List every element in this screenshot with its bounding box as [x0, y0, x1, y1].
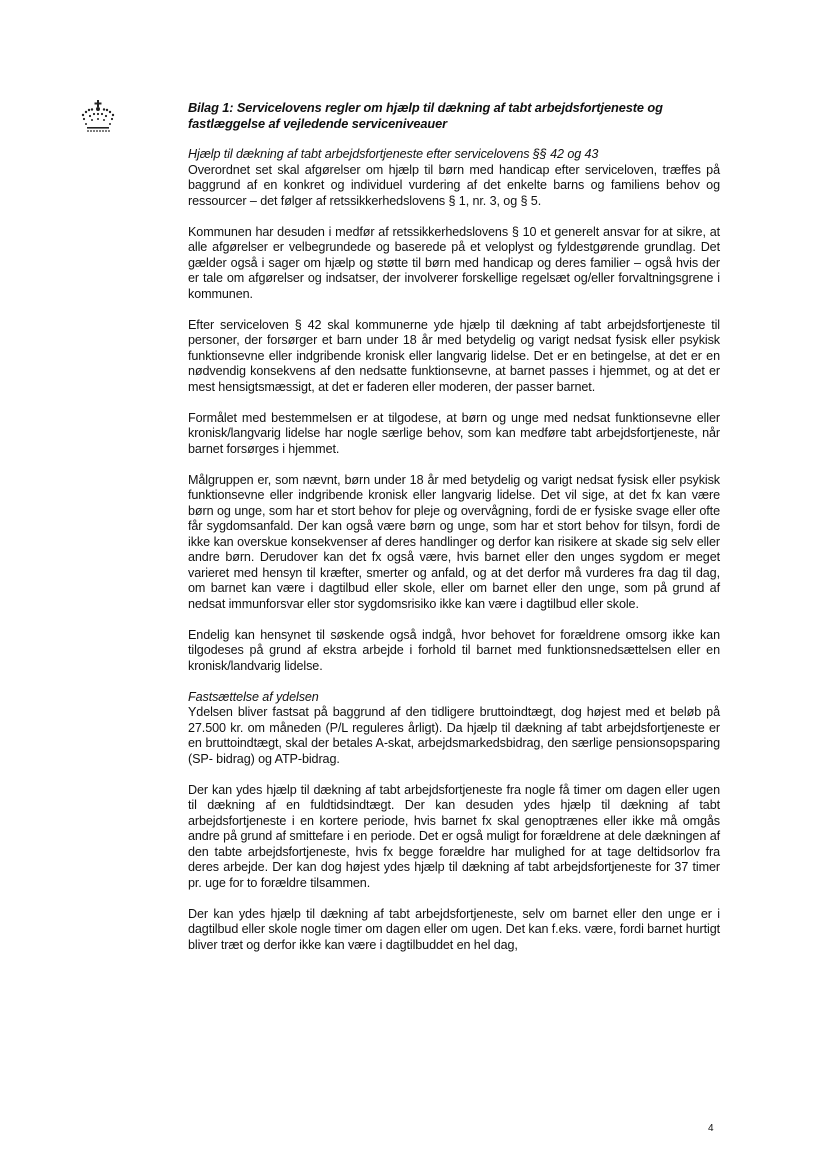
paragraph: Ydelsen bliver fastsat på baggrund af den tidligere bruttoindtægt, dog højest med et beløb på 27.500 kr. om måneden (P/L reguleres årligt). Da hjælp til dækning af tabt arbejdsfortjeneste er en bruttoindtægt, skal der betales A-skat, arbejdsmarkedsbidrag, den særlige pensionsopsparing (SP- bidrag) og ATP-bidrag. — [188, 705, 720, 766]
paragraph: Formålet med bestemmelsen er at tilgodese, at børn og unge med nedsat funktionsevne eller kronisk/langvarig lidelse har nogle særlige behov, som kan medføre tabt arbejdsfortjeneste, når barnet forsørges i hjemmet. — [188, 410, 720, 456]
crown-icon — [80, 100, 116, 134]
document-title — [188, 100, 720, 131]
paragraph: Målgruppen er, som nævnt, børn under 18 år med betydelig og varigt nedsat fysisk eller psykisk funktionsevne eller indgribende kronisk eller langvarig lidelse. Det vil sige, at det fx kan være børn og unge, som har et stort behov for pleje og overvågning, fordi de er fysiske svage eller ofte får sygdomsanfald. Der kan også være børn og unge, som har et stort behov for tilsyn, fordi de ikke kan overskue konsekvenser af deres handlinger og derfor kan risikere at skade sig selv eller andre børn. Derudover kan det fx også være, hvis barnet eller den unges sygdom er meget varieret med hensyn til kræfter, smerter og anfald, og at det derfor må vurderes fra dag til dag, om barnet kan være i dagtilbud eller skole, eller om barnet eller den unge, som på grund af nedsat immunforsvar eller stor sygdomsrisiko ikke kan være i dagtilbud eller skole. — [188, 472, 720, 611]
paragraph: Kommunen har desuden i medfør af retssikkerhedslovens § 10 et generelt ansvar for at sikre, at alle afgørelser er velbegrundede og baserede på et veloplyst og fyldestgørende grundlag. Det gælder også i sager om hjælp og støtte til børn med handicap og deres familier – også hvis der er tale om afgørelser og indsatser, der involverer forskellige regelsæt og/eller forvaltningsgrene i kommunen. — [188, 224, 720, 301]
section-heading: Hjælp til dækning af tabt arbejdsfortjeneste efter servicelovens §§ 42 og 43 — [188, 147, 599, 161]
document-title-line-2: fastlæggelse af vejledende serviceniveauer — [188, 115, 447, 131]
document-body — [188, 100, 720, 969]
page-number: 4 — [708, 1123, 714, 1134]
paragraph: Overordnet set skal afgørelser om hjælp til børn med handicap efter serviceloven, træffes på baggrund af en konkret og individuel vurdering af det enkelte barns og familiens behov og ressourcer – det følger af retssikkerhedslovens § 1, nr. 3, og § 5. — [188, 162, 720, 208]
paragraph: Der kan ydes hjælp til dækning af tabt arbejdsfortjeneste, selv om barnet eller den unge er i dagtilbud eller skole nogle timer om dagen eller om ugen. Det kan f.eks. være, fordi barnet hurtigt bliver træt og derfor ikke kan være i dagtilbuddet en hel dag, — [188, 906, 720, 952]
paragraph: Endelig kan hensynet til søskende også indgå, hvor behovet for forældrene omsorg ikke kan tilgodeses på grund af ekstra arbejde i forhold til barnet med funktionsnedsættelsen eller en kronisk/landvarig lidelse. — [188, 627, 720, 673]
section-heading: Fastsættelse af ydelsen — [188, 689, 319, 704]
paragraph: Efter serviceloven § 42 skal kommunerne yde hjælp til dækning af tabt arbejdsfortjeneste til personer, der forsørger et barn under 18 år med betydelig og varigt nedsat fysisk eller psykisk funktionsevne eller indgribende kronisk eller langvarig lidelse. Det er en betingelse, at det er en nødvendig konsekvens af den nedsatte funktionsevne, at barnet passes i hjemmet, og at det er mest hensigtsmæssigt, at det er faderen eller moderen, der passer barnet. — [188, 317, 720, 394]
paragraph: Der kan ydes hjælp til dækning af tabt arbejdsfortjeneste fra nogle få timer om dagen eller ugen til dækning af en fuldtidsindtægt. Der kan desuden ydes hjælp til dækning af tabt arbejdsfortjeneste i en kortere periode, hvis barnet fx skal genoptrænes eller ikke må omgås andre på grund af smittefare i en periode. Det er også muligt for forældrene at dele dækningen af den tabte arbejdsfortjeneste, hvis fx begge forældre har mulighed for at tage deltidsorlov fra deres arbejde. Der kan dog højest ydes hjælp til dækning af tabt arbejdsfortjeneste for 37 timer pr. uge for to forældre tilsammen. — [188, 782, 720, 890]
document-title-line-1: Bilag 1: Servicelovens regler om hjælp til dækning af tabt arbejdsfortjeneste og — [188, 100, 663, 115]
